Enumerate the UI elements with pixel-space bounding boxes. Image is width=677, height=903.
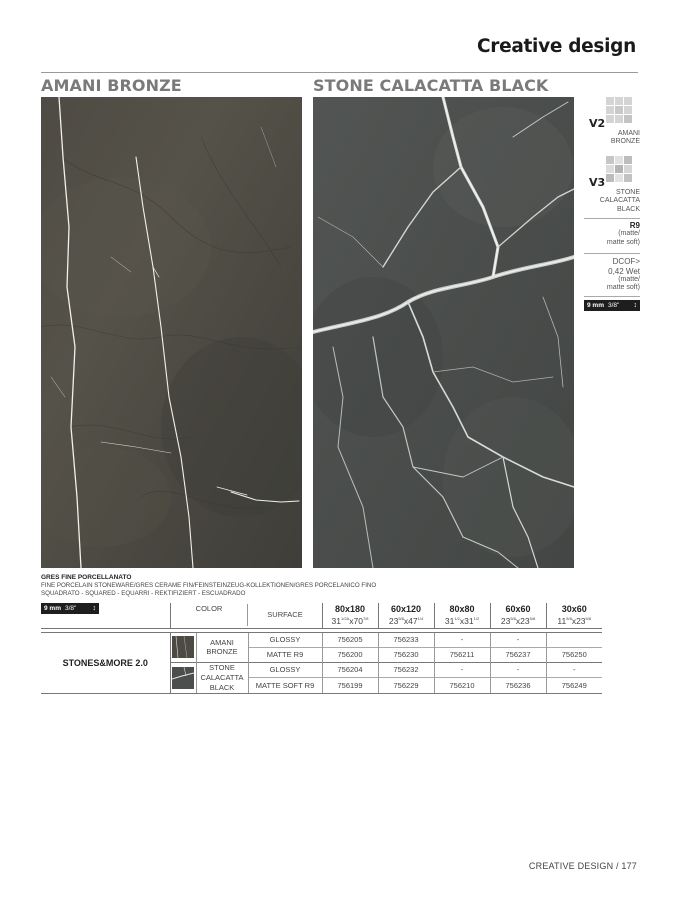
code-cell: 756233 xyxy=(378,632,434,647)
size-cm: 60x120 xyxy=(390,604,422,615)
amani-bronze-thumbnail-cell xyxy=(170,632,196,662)
stone-calacatta-black-swatch-image xyxy=(313,97,574,568)
r9-note-line1: (matte/ xyxy=(618,230,640,238)
header-size-80x180 xyxy=(322,603,378,628)
section-subheading: FINE PORCELAIN STONEWARE/GRES CERAME FIN/FEINSTEINZEUG-KOLLEKTIONEN/GRES PORCELANICO FINO xyxy=(41,582,377,589)
header-size-30x60 xyxy=(546,603,602,628)
v2-label xyxy=(584,130,640,147)
code-cell: - xyxy=(434,632,490,647)
v3-variation-icon xyxy=(606,156,632,182)
code-cell: 756199 xyxy=(322,678,378,694)
code-cell: 756210 xyxy=(434,678,490,694)
size-cm: 80x80 xyxy=(449,604,475,615)
dcof-note-line2: matte soft) xyxy=(606,284,640,292)
table-header-row xyxy=(41,603,602,628)
surface-glossy: GLOSSY xyxy=(248,662,322,678)
color-name-line2: CALACATTA BLACK xyxy=(200,672,244,692)
side-divider xyxy=(584,218,640,219)
v3-label-line3: BLACK xyxy=(617,205,640,213)
code-cell: - xyxy=(490,632,546,647)
side-thickness-badge xyxy=(584,300,640,311)
table-thickness-mm: 9 mm xyxy=(44,605,61,612)
dcof-note-line1: (matte/ xyxy=(618,276,640,283)
size-cm: 60x60 xyxy=(505,604,531,615)
v3-label xyxy=(584,189,640,214)
header-size-60x60 xyxy=(490,603,546,628)
table-thickness-in: 3/8" xyxy=(64,605,77,612)
header-divider xyxy=(41,72,638,73)
header-surface: SURFACE xyxy=(247,604,321,626)
code-cell: - xyxy=(546,662,602,678)
v3-label-line2: CALACATTA xyxy=(599,197,640,205)
code-cell: 756205 xyxy=(322,632,378,647)
v3-code: V3 xyxy=(589,176,606,189)
size-in: $31^{1/2}x31^{1/2}$ xyxy=(444,616,480,627)
surface-matte-soft-r9: MATTE SOFT R9 xyxy=(248,678,322,694)
page-title: Creative design xyxy=(476,36,636,57)
code-cell: - xyxy=(490,662,546,678)
code-cell: 756211 xyxy=(434,647,490,662)
amani-bronze-swatch-image xyxy=(41,97,302,568)
stone-calacatta-black-thumbnail xyxy=(172,667,194,689)
v2-label-line1: AMANI xyxy=(617,130,640,137)
size-in: $23^{5/8}x47^{1/4}$ xyxy=(388,616,424,627)
code-cell: 756237 xyxy=(490,647,546,662)
size-cm: 30x60 xyxy=(561,604,587,615)
product-code-table xyxy=(41,603,602,694)
product-title-amani-bronze: AMANI BRONZE xyxy=(41,76,182,95)
code-cell: - xyxy=(434,662,490,678)
table-row xyxy=(41,632,602,647)
collection-name: STONES&MORE 2.0 xyxy=(41,632,170,693)
amani-bronze-thumbnail xyxy=(172,636,194,658)
dcof-line1: DCOF> xyxy=(612,257,640,266)
header-color-surface xyxy=(170,603,322,628)
code-cell: 756250 xyxy=(546,647,602,662)
stone-calacatta-thumbnail-cell xyxy=(170,662,196,693)
code-cell: 756232 xyxy=(378,662,434,678)
code-cell: 756249 xyxy=(546,678,602,694)
header-size-60x120 xyxy=(378,603,434,628)
side-divider xyxy=(584,253,640,254)
section-heading: GRES FINE PORCELLANATO xyxy=(41,574,132,581)
size-cm: 80x180 xyxy=(334,604,366,615)
table-thickness-cell xyxy=(41,603,170,628)
side-thickness-mm: 9 mm xyxy=(587,302,604,309)
surface-matte-r9: MATTE R9 xyxy=(248,647,322,662)
size-in: $23^{5/8}x23^{5/8}$ xyxy=(500,616,536,627)
page-footer: CREATIVE DESIGN / 177 xyxy=(528,861,637,871)
side-thickness-in: 3/8" xyxy=(607,302,620,309)
color-amani-bronze: AMANI BRONZE xyxy=(196,632,248,662)
surface-glossy: GLOSSY xyxy=(248,632,322,647)
dcof-rating xyxy=(584,257,640,293)
header-size-80x80 xyxy=(434,603,490,628)
r9-code: R9 xyxy=(629,221,640,230)
v2-code: V2 xyxy=(589,117,606,130)
code-cell: 756229 xyxy=(378,678,434,694)
size-in: $31^{1/2A}x70^{7/8}$ xyxy=(331,616,369,627)
size-in: $11^{5/8}x23^{5/8}$ xyxy=(557,616,592,627)
dcof-line2: 0,42 Wet xyxy=(608,266,640,276)
code-cell: 756230 xyxy=(378,647,434,662)
v2-label-line2: BRONZE xyxy=(610,138,640,146)
thickness-arrow-icon: ↕ xyxy=(633,301,637,309)
r9-slip-rating xyxy=(584,222,640,247)
header-color: COLOR xyxy=(195,604,223,614)
code-cell: 756200 xyxy=(322,647,378,662)
code-cell: 756204 xyxy=(322,662,378,678)
v2-variation-icon xyxy=(606,97,632,123)
table-thickness-badge xyxy=(41,603,99,614)
r9-note-line2: matte soft) xyxy=(606,238,640,246)
side-divider xyxy=(584,296,640,297)
v3-label-line1: STONE xyxy=(616,189,640,196)
color-stone-calacatta-black xyxy=(196,662,248,693)
product-title-stone-calacatta-black: STONE CALACATTA BLACK xyxy=(313,76,549,95)
thickness-arrow-icon: ↕ xyxy=(92,604,96,612)
code-cell xyxy=(546,632,602,647)
color-name-line1: STONE xyxy=(209,662,235,672)
section-edge-finish: SQUADRATO - SQUARED - EQUARRI - REKTIFIZIERT - ESCUADRADO xyxy=(41,590,246,597)
code-cell: 756236 xyxy=(490,678,546,694)
